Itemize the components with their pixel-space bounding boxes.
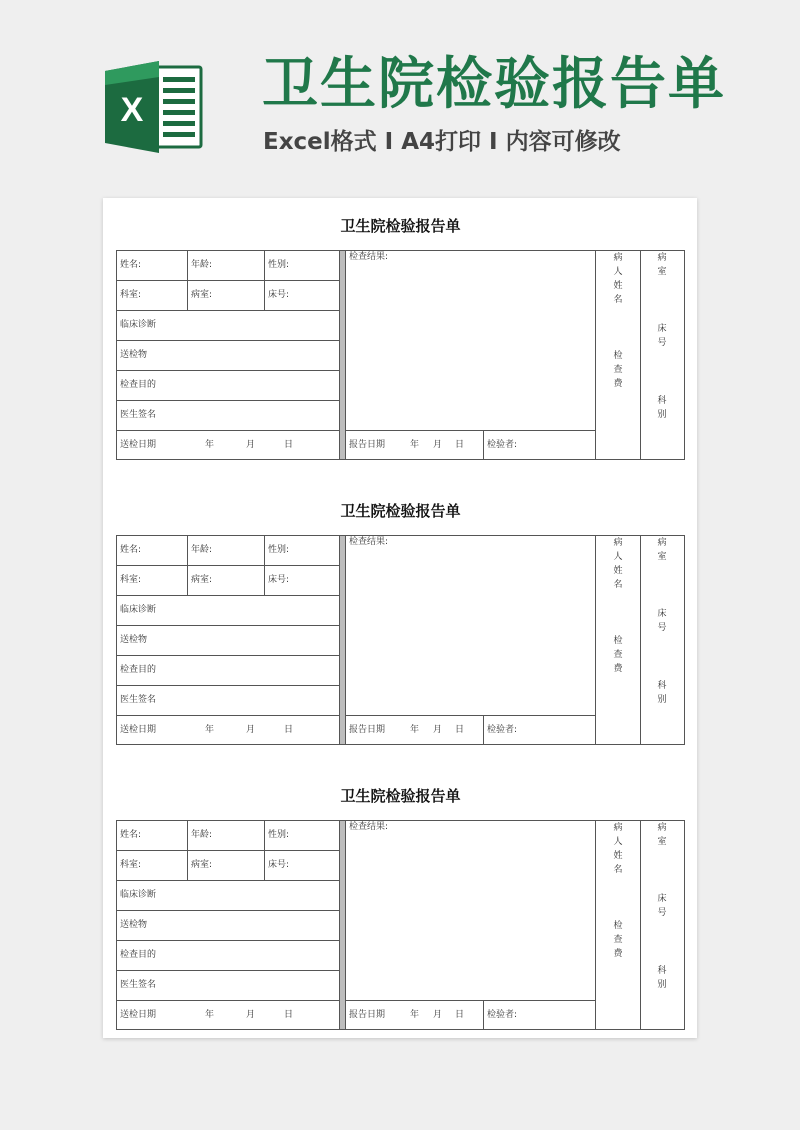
report-year-label: 年 [410,1010,420,1020]
report-date-label: 报告日期 [349,725,386,735]
result-label: 检查结果: [349,822,389,832]
form-title: 卫生院检验报告单 [340,502,461,520]
department-label: 科室: [120,860,142,870]
diagnosis-label: 临床诊断 [120,890,157,900]
department-label: 科室: [120,290,142,300]
stub-bed: 床号 [657,894,667,918]
gender-label: 性别: [268,545,290,555]
result-label: 检查结果: [349,537,389,547]
report-month-label: 月 [433,725,443,735]
page-subtitle: Excel格式 I A4打印 I 内容可修改 [263,129,621,155]
report-year-label: 年 [410,725,420,735]
stub-dept: 科别 [657,681,667,705]
specimen-label: 送检物 [120,350,148,360]
doctor-sign-label: 医生签名 [120,410,157,420]
diagnosis-label: 临床诊断 [120,605,157,615]
gender-label: 性别: [268,830,290,840]
stub-fee: 检查费 [613,921,623,959]
stub-fee: 检查费 [613,636,623,674]
report-month-label: 月 [433,440,443,450]
age-label: 年龄: [191,830,213,840]
department-label: 科室: [120,575,142,585]
specimen-label: 送检物 [120,920,148,930]
form-grid [116,820,685,1030]
specimen-label: 送检物 [120,635,148,645]
bed-label: 床号: [268,290,290,300]
report-day-label: 日 [455,725,465,735]
send-month-label: 月 [246,440,256,450]
send-date-label: 送检日期 [120,440,157,450]
name-label: 姓名: [120,830,142,840]
inspector-label: 检验者: [487,725,518,735]
form-title: 卫生院检验报告单 [340,787,461,805]
stub-ward: 病室 [657,823,667,847]
stub-bed: 床号 [657,609,667,633]
report-date-label: 报告日期 [349,1010,386,1020]
name-label: 姓名: [120,260,142,270]
send-date-label: 送检日期 [120,1010,157,1020]
report-month-label: 月 [433,1010,443,1020]
send-month-label: 月 [246,1010,256,1020]
report-form-2 [116,501,685,761]
gender-label: 性别: [268,260,290,270]
result-label: 检查结果: [349,252,389,262]
page-title: 卫生院检验报告单 [262,52,726,117]
logo-letter: X [120,91,144,129]
ward-label: 病室: [191,860,213,870]
stub-bed: 床号 [657,324,667,348]
stub-patient-name: 病人姓名 [613,823,623,875]
stub-patient-name: 病人姓名 [613,253,623,305]
form-grid [116,250,685,460]
report-day-label: 日 [455,1010,465,1020]
send-day-label: 日 [284,1010,294,1020]
stub-patient-name: 病人姓名 [613,538,623,590]
report-form-1 [116,216,685,476]
excel-logo-icon [103,57,203,157]
stub-dept: 科别 [657,966,667,990]
purpose-label: 检查目的 [120,950,157,960]
purpose-label: 检查目的 [120,380,157,390]
purpose-label: 检查目的 [120,665,157,675]
form-grid [116,535,685,745]
report-form-3 [116,786,685,1046]
bed-label: 床号: [268,860,290,870]
inspector-label: 检验者: [487,1010,518,1020]
ward-label: 病室: [191,575,213,585]
name-label: 姓名: [120,545,142,555]
ward-label: 病室: [191,290,213,300]
form-title: 卫生院检验报告单 [340,217,461,235]
stub-ward: 病室 [657,253,667,277]
diagnosis-label: 临床诊断 [120,320,157,330]
age-label: 年龄: [191,545,213,555]
stub-ward: 病室 [657,538,667,562]
send-day-label: 日 [284,725,294,735]
stub-dept: 科别 [657,396,667,420]
send-year-label: 年 [205,1010,215,1020]
stub-fee: 检查费 [613,351,623,389]
send-day-label: 日 [284,440,294,450]
send-month-label: 月 [246,725,256,735]
doctor-sign-label: 医生签名 [120,980,157,990]
age-label: 年龄: [191,260,213,270]
paper-sheet [103,198,697,1038]
inspector-label: 检验者: [487,440,518,450]
send-year-label: 年 [205,440,215,450]
send-year-label: 年 [205,725,215,735]
doctor-sign-label: 医生签名 [120,695,157,705]
send-date-label: 送检日期 [120,725,157,735]
bed-label: 床号: [268,575,290,585]
report-date-label: 报告日期 [349,440,386,450]
report-day-label: 日 [455,440,465,450]
report-year-label: 年 [410,440,420,450]
